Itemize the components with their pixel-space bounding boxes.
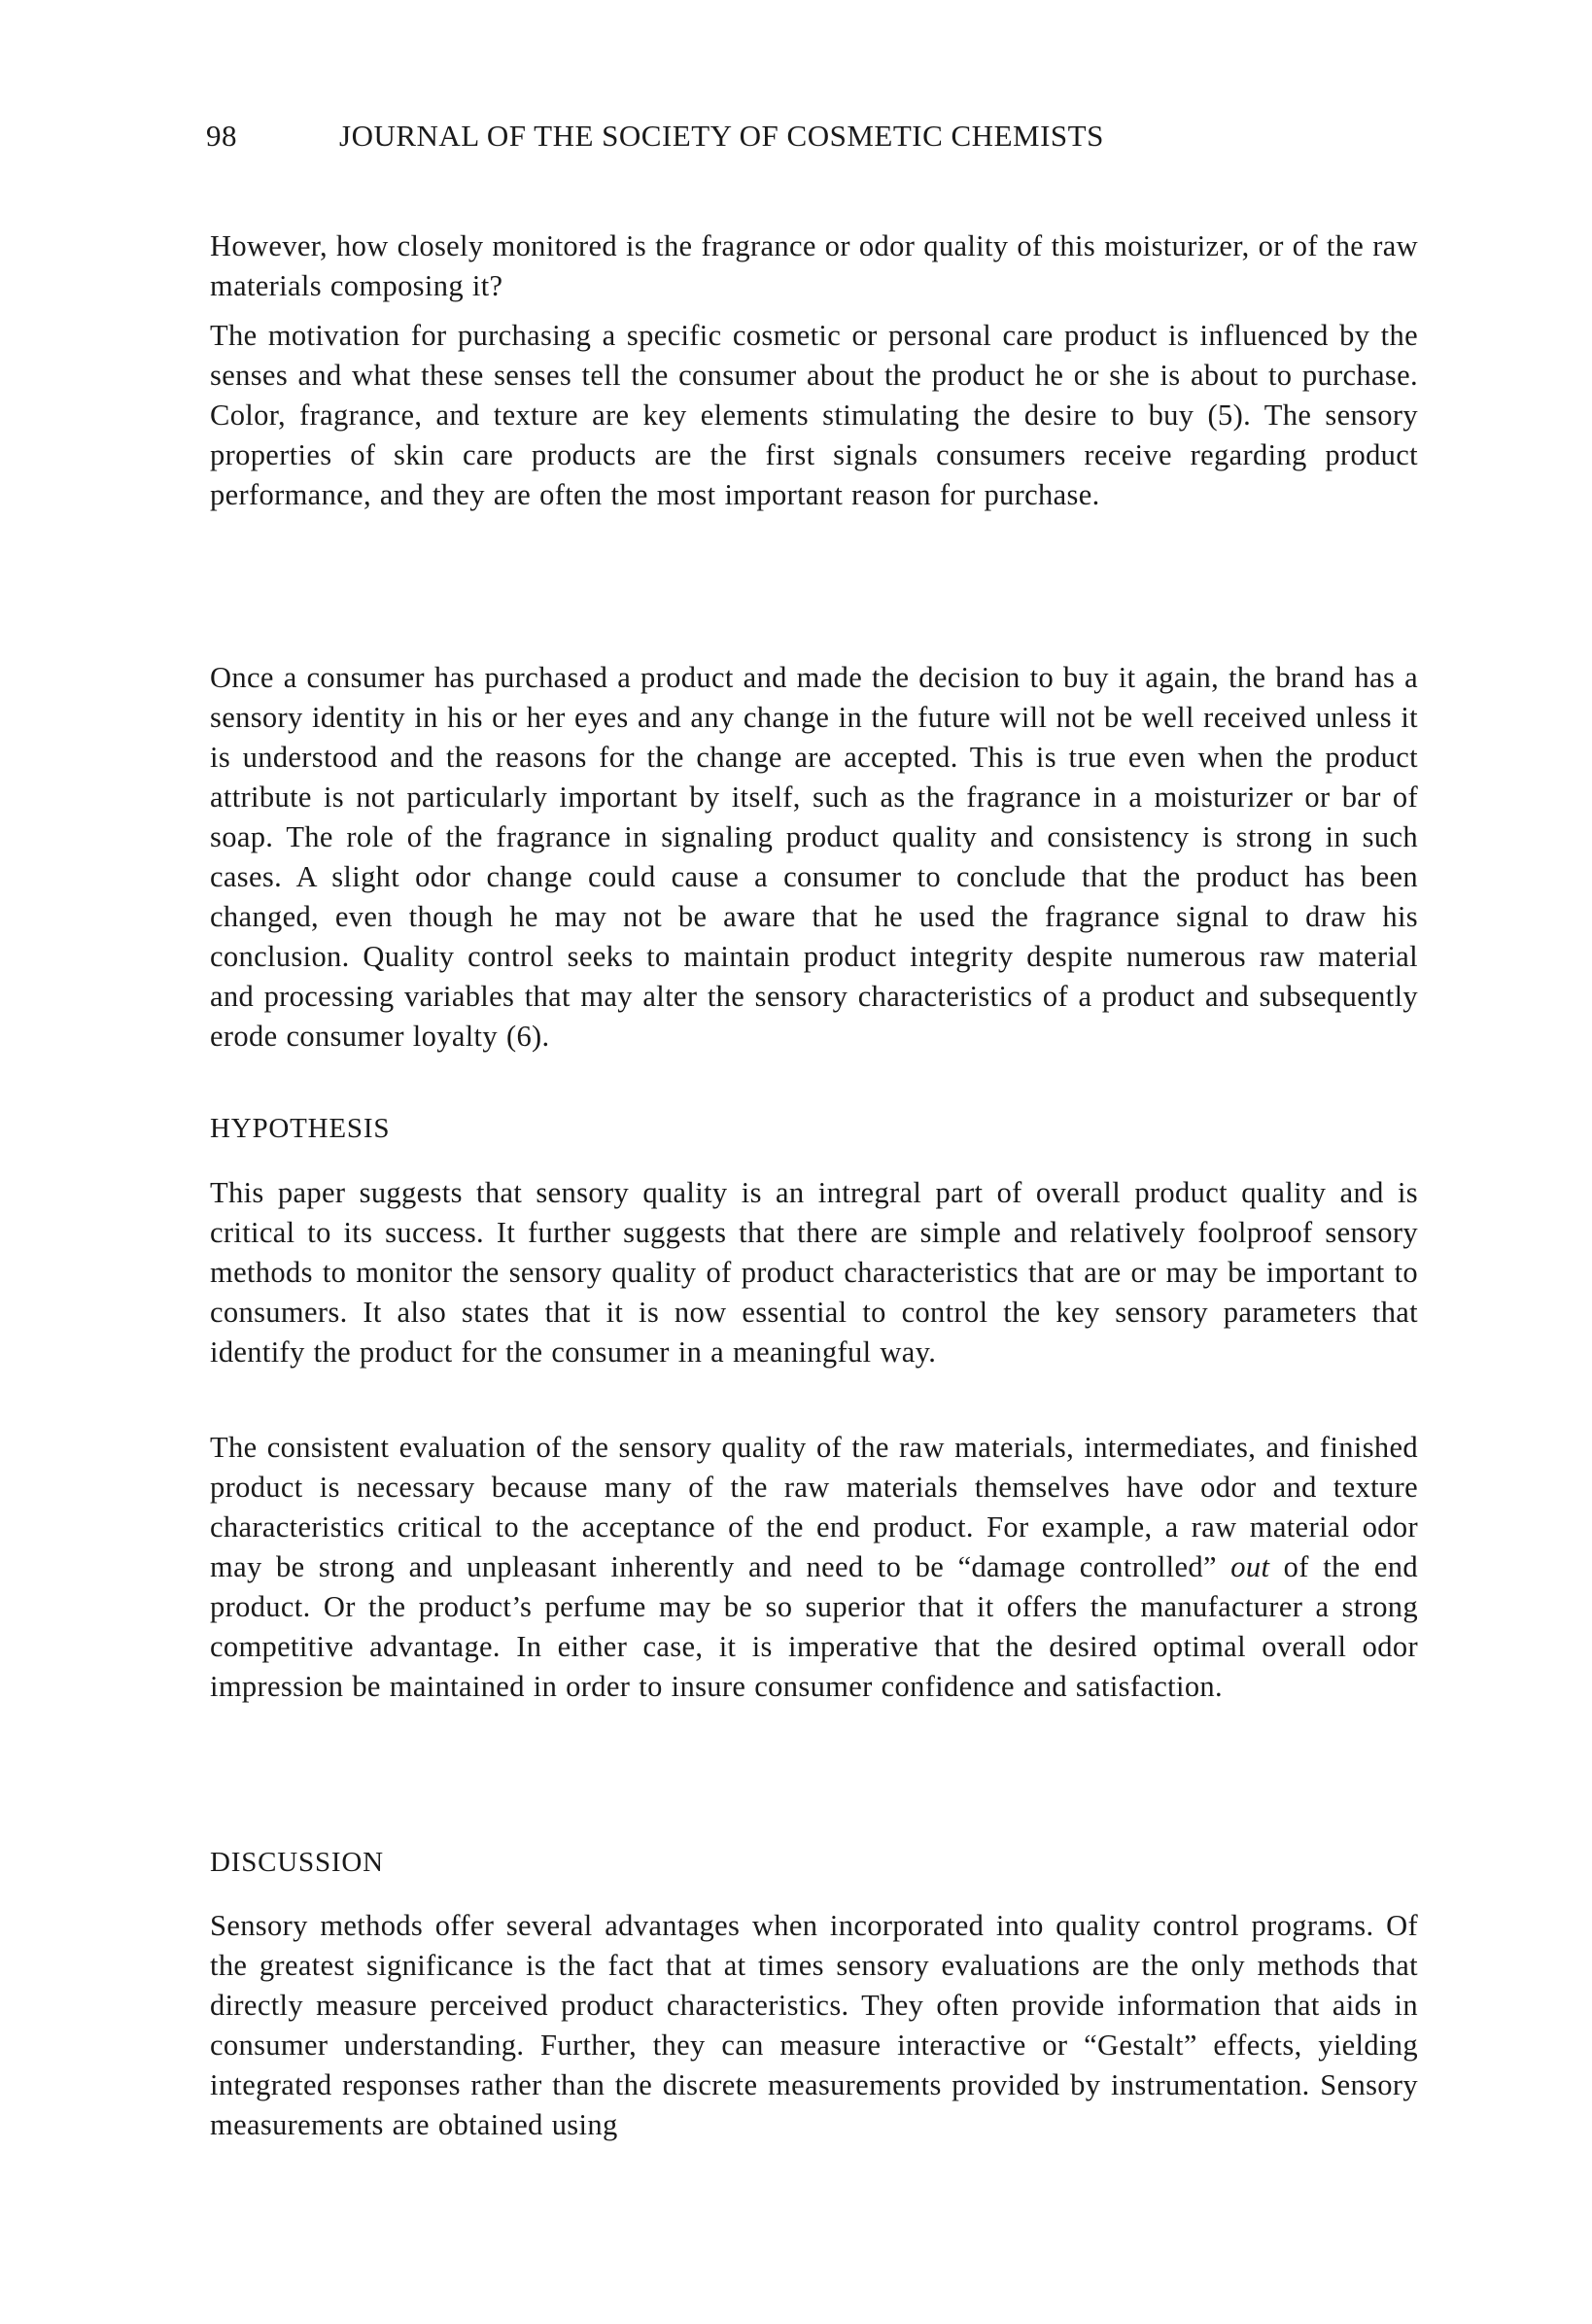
- text: of the end product. Or the product’s perfume may be so superior that it offers the manufacturer a strong competitive advantage. In either case, it is imperative that the desired optimal overall odor impression be maintained in order to insure consumer confidence and satisfaction.: [210, 1550, 1418, 1703]
- paragraph: This paper suggests that sensory quality is an intregral part of overall product quality and is critical to its success. It further suggests that there are simple and relatively foolproof sensory methods to monitor the sensory quality of product characteristics that are or may be important to consumers. It also states that it is now essential to control the key sensory parameters that identify the product for the consumer in a meaningful way.: [210, 1176, 1418, 1369]
- page-number: 98: [206, 119, 237, 153]
- paragraph: Sensory methods offer several advantages when incorporated into quality control programs. Of the greatest significance is the fact that at times sensory evaluations are the only methods that directly measure perceived product characteristics. They often provide information that aids in consumer understanding. Further, they can measure interactive or “Gestalt” effects, yielding integrated responses rather than the discrete measurements provided by instrumentation. Sensory measurements are obtained using: [210, 1909, 1418, 2141]
- paragraph: However, how closely monitored is the fragrance or odor quality of this moisturizer, or of the raw materials composing it?: [210, 229, 1418, 302]
- paragraph: [210, 1428, 1418, 1707]
- paragraph: Once a consumer has purchased a product and made the decision to buy it again, the brand has a sensory identity in his or her eyes and any change in the future will not be well received unless it is understood and the reasons for the change are accepted. This is true even when the product attribute is not particularly important by itself, such as the fragrance in a moisturizer or bar of soap. The role of the fragrance in signaling product quality and consistency is strong in such cases. A slight odor change could cause a consumer to conclude that the product has been changed, even though he may not be aware that he used the fragrance signal to draw his conclusion. Quality control seeks to maintain product integrity despite numerous raw material and processing variables that may alter the sensory characteristics of a product and subsequently erode consumer loyalty (6).: [210, 661, 1418, 1053]
- section-heading-hypothesis: HYPOTHESIS: [210, 1113, 391, 1144]
- emphasis: out: [1230, 1550, 1270, 1583]
- text: The consistent evaluation of the sensory quality of the raw materials, intermediates, and finished product is necessary because many of the raw materials themselves have odor and texture characteristics critical to the acceptance of the end product. For example, a raw material odor may be strong and unpleasant inherently and need to be “damage controlled”: [210, 1431, 1418, 1583]
- paragraph: The motivation for purchasing a specific cosmetic or personal care product is influenced by the senses and what these senses tell the consumer about the product he or she is about to purchase. Color, fragrance, and texture are key elements stimulating the desire to buy (5). The sensory properties of skin care products are the first signals consumers receive regarding product performance, and they are often the most important reason for purchase.: [210, 319, 1418, 511]
- journal-title: JOURNAL OF THE SOCIETY OF COSMETIC CHEMISTS: [339, 119, 1104, 153]
- section-heading-discussion: DISCUSSION: [210, 1847, 384, 1878]
